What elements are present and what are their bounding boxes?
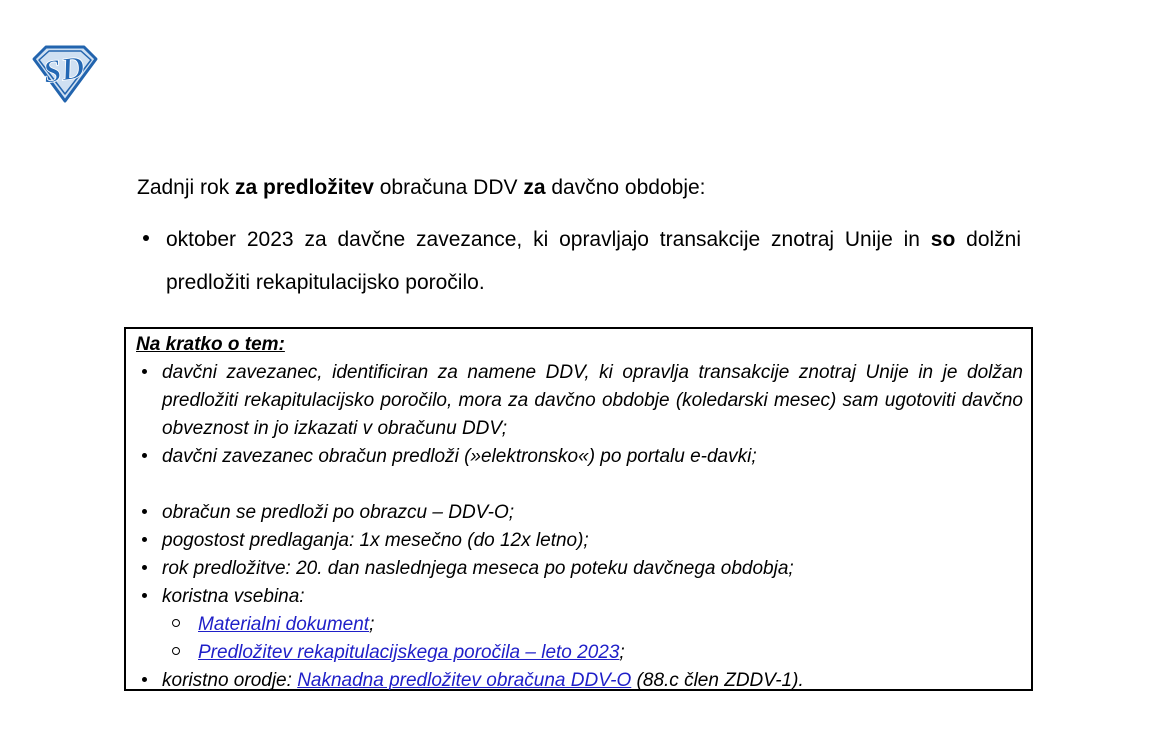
bullet-icon [143,218,166,304]
box-sub-bullet-1-text [198,611,1023,639]
box-heading: Na kratko o tem: [136,334,285,355]
box-bullet-3-text: obračun se predloži po obrazcu – DDV-O; [162,502,515,523]
sd-shield-logo [31,44,99,104]
sub2-after: ; [619,642,625,663]
logo-letters: SD [41,48,87,90]
box-sub-bullet-2-text [198,639,1023,667]
intro-title [137,174,706,202]
circle-bullet-icon [170,611,198,639]
spacer-row [136,471,1023,499]
bullet-icon [136,499,162,527]
box-sub-bullet-1 [170,611,1023,639]
bullet-icon [136,555,162,583]
box-bullet-4-text: pogostost predlaganja: 1x mesečno (do 12x letno); [162,530,589,551]
rekapitulacijsko-porocilo-link[interactable]: Predložitev rekapitulacijskega poročila – leto 2023 [198,642,620,663]
bullet-icon [136,527,162,555]
materialni-dokument-link[interactable]: Materialni dokument [198,614,370,635]
intro-title-bold-1: za predložitev [235,176,374,199]
circle-bullet-icon [170,639,198,667]
intro-bullet-bold-1: so [930,228,956,251]
intro-bullet-text-1: oktober 2023 za davčne zavezance, ki opravljajo transakcije znotraj Unije in [166,228,931,251]
summary-box [124,327,1033,691]
intro-bullet-item [143,218,1021,304]
intro-title-text-1: Zadnji rok [137,176,236,199]
sd-shield-icon [31,44,99,104]
bullet-icon [136,583,162,611]
box-bullet-1 [136,359,1023,443]
bullet-icon [136,443,162,471]
intro-title-text-2: obračuna DDV [373,176,524,199]
bullet-icon [136,667,162,695]
box-bullet-6 [136,583,1023,611]
intro-bullet-text [166,218,1021,304]
sub1-after: ; [369,614,375,635]
box-bullet-4 [136,527,1023,555]
box-bullet-5 [136,555,1023,583]
box-bullet-1-text: davčni zavezanec, identificiran za namene DDV, ki opravlja transakcije znotraj Unije in je dolžan predložiti rekapitulacijsko poročilo, mora za davčno obdobje (koledarski mesec) sam ugotoviti davčno obveznost in jo izkazati v obračunu DDV; [162,362,1023,439]
intro-title-bold-2: za [523,176,546,199]
box-bullet-2 [136,443,1023,471]
box-bullet-6-text: koristna vsebina: [162,586,305,607]
box-bullet-7 [136,667,1023,695]
box-bullet-2-text: davčni zavezanec obračun predloži (»elektronsko«) po portalu e-davki; [162,446,757,467]
naknadna-predlozitev-link[interactable]: Naknadna predložitev obračuna DDV-O [297,670,632,691]
box-sub-bullet-2 [170,639,1023,667]
bullet7-post: (88.c člen ZDDV-1). [631,670,804,691]
intro-title-text-3: davčno obdobje: [545,176,706,199]
box-bullet-5-text: rok predložitve: 20. dan naslednjega meseca po poteku davčnega obdobja; [162,558,794,579]
bullet-icon [136,359,162,443]
bullet7-pre: koristno orodje: [162,670,298,691]
box-bullet-3 [136,499,1023,527]
box-bullet-7-text [162,667,1023,695]
intro-bullet-text-2: dolžni predložiti rekapitulacijsko poročilo. [166,228,1022,294]
